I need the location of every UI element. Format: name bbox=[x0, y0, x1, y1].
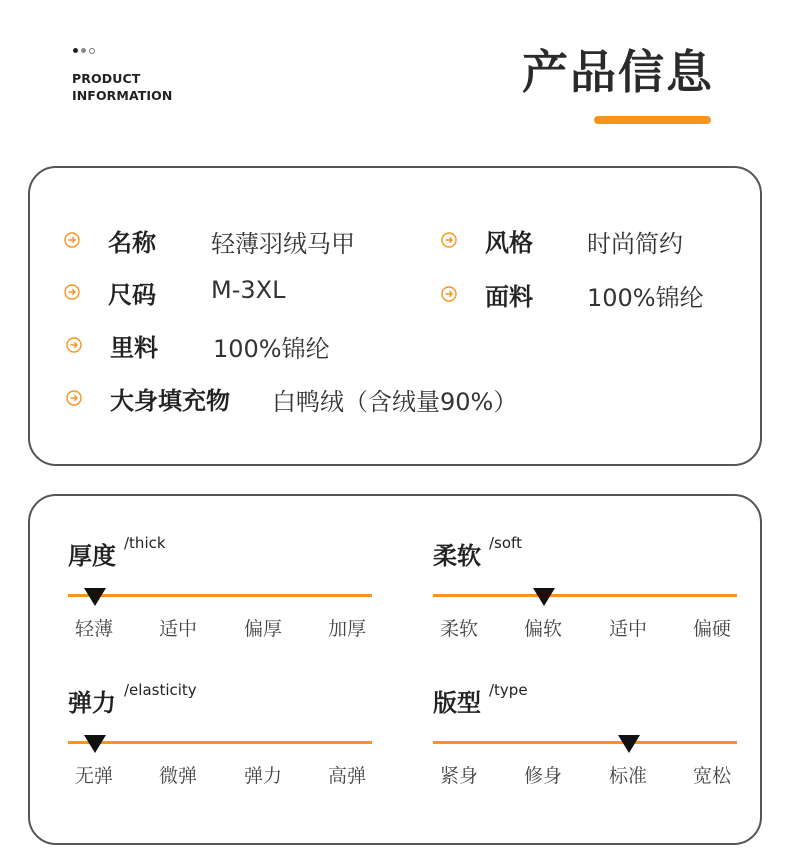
size-value: M-3XL bbox=[211, 276, 286, 304]
attr-title: 厚度 bbox=[68, 542, 116, 570]
scale-option: 修身 bbox=[524, 765, 563, 787]
english-heading-line1: PRODUCT bbox=[72, 71, 141, 86]
scale-option: 宽松 bbox=[693, 765, 732, 787]
scale-marker bbox=[533, 588, 555, 606]
page-title: 产品信息 bbox=[522, 45, 714, 99]
arrow-circle-icon bbox=[441, 286, 457, 302]
attr-fit-type bbox=[433, 683, 739, 793]
attr-title: 弹力 bbox=[68, 689, 116, 717]
scale-option: 适中 bbox=[609, 618, 648, 640]
scale-option: 无弹 bbox=[75, 765, 114, 787]
dot-gray bbox=[81, 48, 86, 53]
scale-marker bbox=[84, 735, 106, 753]
dot-filled bbox=[73, 48, 78, 53]
arrow-circle-icon bbox=[64, 232, 80, 248]
scale-line bbox=[68, 594, 372, 597]
scale-line bbox=[68, 741, 372, 744]
scale-marker bbox=[618, 735, 640, 753]
scale-option: 加厚 bbox=[328, 618, 367, 640]
fabric-label: 面料 bbox=[485, 282, 533, 311]
attr-title: 柔软 bbox=[433, 542, 481, 570]
english-heading bbox=[72, 70, 172, 104]
arrow-circle-icon bbox=[66, 337, 82, 353]
arrow-circle-icon bbox=[66, 390, 82, 406]
attr-thickness bbox=[68, 536, 374, 646]
arrow-circle-icon bbox=[64, 284, 80, 300]
scale-option: 偏厚 bbox=[244, 618, 283, 640]
attribute-scales-card bbox=[28, 494, 762, 845]
info-row-name bbox=[64, 224, 156, 256]
title-underline bbox=[594, 116, 711, 124]
info-row-style bbox=[441, 224, 533, 256]
info-row-fabric bbox=[441, 278, 533, 310]
lining-value: 100%锦纶 bbox=[213, 335, 330, 363]
attr-subtitle: /elasticity bbox=[124, 681, 197, 699]
scale-option: 适中 bbox=[159, 618, 198, 640]
filling-label: 大身填充物 bbox=[110, 386, 230, 415]
scale-option: 柔软 bbox=[440, 618, 479, 640]
fabric-value: 100%锦纶 bbox=[587, 284, 704, 312]
english-heading-line2: INFORMATION bbox=[72, 88, 173, 103]
name-label: 名称 bbox=[108, 228, 156, 257]
info-row-lining bbox=[66, 329, 158, 361]
scale-option: 轻薄 bbox=[75, 618, 114, 640]
attr-subtitle: /type bbox=[489, 681, 528, 699]
scale-option: 偏硬 bbox=[693, 618, 732, 640]
name-value: 轻薄羽绒马甲 bbox=[211, 230, 355, 258]
product-info-card bbox=[28, 166, 762, 466]
dot-outline bbox=[89, 48, 95, 54]
attr-softness bbox=[433, 536, 739, 646]
scale-option: 微弹 bbox=[159, 765, 198, 787]
scale-marker bbox=[84, 588, 106, 606]
style-value: 时尚简约 bbox=[587, 230, 683, 258]
scale-option: 偏软 bbox=[524, 618, 563, 640]
scale-option: 标准 bbox=[609, 765, 648, 787]
attr-title: 版型 bbox=[433, 689, 481, 717]
attr-elasticity bbox=[68, 683, 374, 793]
attr-subtitle: /soft bbox=[489, 534, 522, 552]
scale-line bbox=[433, 594, 737, 597]
size-label: 尺码 bbox=[108, 280, 156, 309]
style-label: 风格 bbox=[485, 228, 533, 257]
scale-option: 紧身 bbox=[440, 765, 479, 787]
scale-option: 弹力 bbox=[244, 765, 283, 787]
decorative-dots bbox=[73, 48, 95, 54]
filling-value: 白鸭绒（含绒量90%） bbox=[272, 388, 518, 416]
lining-label: 里料 bbox=[110, 333, 158, 362]
arrow-circle-icon bbox=[441, 232, 457, 248]
scale-line bbox=[433, 741, 737, 744]
attr-subtitle: /thick bbox=[124, 534, 166, 552]
info-row-size bbox=[64, 276, 156, 308]
info-row-filling bbox=[66, 382, 230, 414]
scale-option: 高弹 bbox=[328, 765, 367, 787]
